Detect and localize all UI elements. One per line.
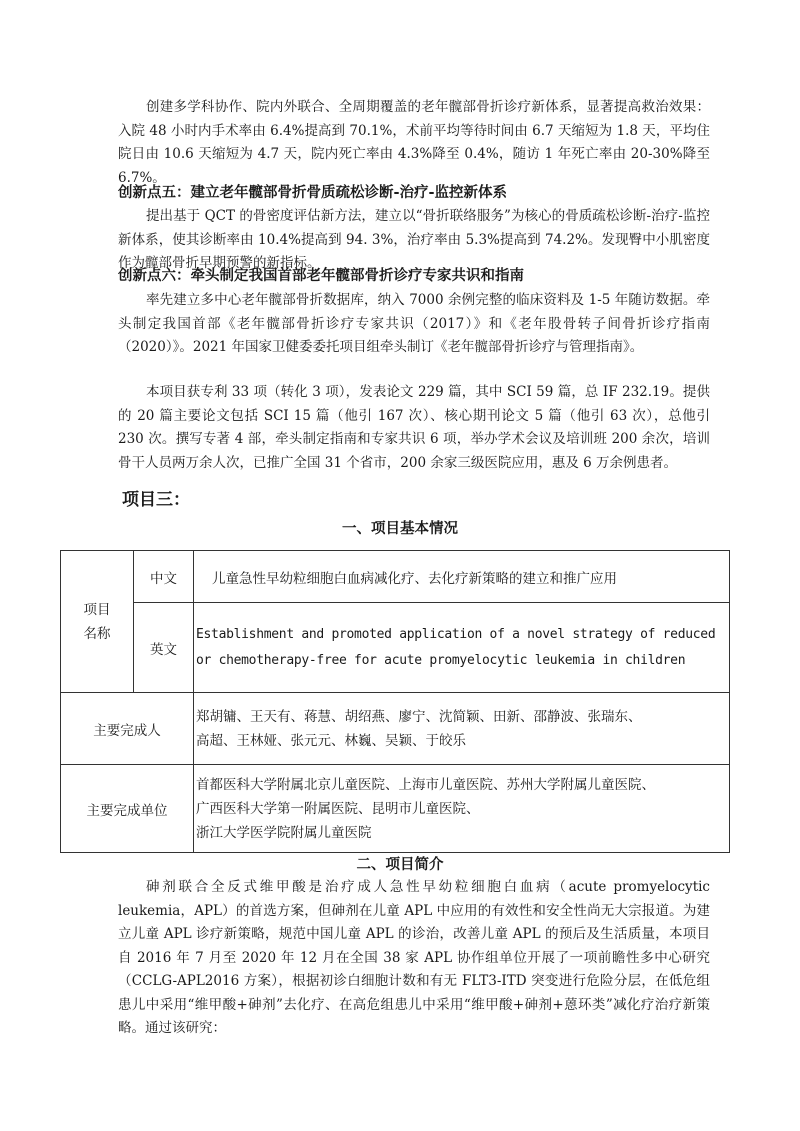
contributors-line-1: 郑胡镛、王天有、蒋慧、胡绍燕、廖宁、沈简颖、田新、邵静波、张瑞东、 <box>196 708 642 725</box>
main-units-value <box>194 765 730 853</box>
chinese-title-value: 儿童急性早幼粒细胞白血病减化疗、去化疗新策略的建立和推广应用 <box>194 551 730 603</box>
main-contributors-label: 主要完成人 <box>61 693 194 765</box>
main-units-label: 主要完成单位 <box>61 765 194 853</box>
english-title-value: Establishment and promoted application of a novel strategy of reduced or chemotherapy-free for acute promyelocytic leukemia in children <box>194 603 730 693</box>
units-line-2: 广西医科大学第一附属医院、昆明市儿童医院、 <box>196 800 480 817</box>
project-title: 项目三： <box>122 490 190 510</box>
main-contributors-value <box>194 693 730 765</box>
chinese-label: 中文 <box>134 551 194 603</box>
project-name-label: 项目名称 <box>61 551 134 693</box>
heading-innovation-5: 创新点五：建立老年髋部骨折骨质疏松诊断-治疗-监控新体系 <box>118 185 508 201</box>
units-line-3: 浙江大学医学院附属儿童医院 <box>196 824 372 841</box>
contributors-line-2: 高超、王林娅、张元元、林巍、吴颖、于皎乐 <box>196 732 466 749</box>
project-info-table <box>60 550 730 853</box>
heading-innovation-6: 创新点六：牵头制定我国首部老年髋部骨折诊疗专家共识和指南 <box>118 268 524 284</box>
paragraph-database: 率先建立多中心老年髋部骨折数据库，纳入 7000 余例完整的临床资料及 1-5 年随访数据。牵头制定我国首部《老年髋部骨折诊疗专家共识（2017）》和《老年股骨转子间骨折诊疗指南（2020）》。2021 年国家卫健委委托项目组牵头制订《老年髋部骨折诊疗与管理指南》。 <box>118 292 710 355</box>
english-label: 英文 <box>134 603 194 693</box>
section-intro-title: 二、项目简介 <box>356 857 444 873</box>
section-basic-info-title: 一、项目基本情况 <box>342 521 458 537</box>
paragraph-introduction: 砷剂联合全反式维甲酸是治疗成人急性早幼粒细胞白血病（acute promyelocytic leukemia，APL）的首选方案，但砷剂在儿童 APL 中应用的有效性和安全性尚无大宗报道。为建立儿童 APL 诊疗新策略，规范中国儿童 APL 的诊治，改善儿童 APL 的预后及生活质量，本项目自 2016 年 7 月至 2020 年 12 月在全国 38 家 APL 协作组单位开展了一项前瞻性多中心研究（CCLG-APL2016 方案），根据初诊白细胞计数和有无 FLT3-ITD 突变进行危险分层，在低危组患儿中采用“维甲酸+砷剂”去化疗、在高危组患儿中采用“维甲酸+砷剂+蒽环类”减化疗治疗新策略。通过该研究： <box>118 879 710 1036</box>
units-line-1: 首都医科大学附属北京儿童医院、上海市儿童医院、苏州大学附属儿童医院、 <box>196 776 655 793</box>
paragraph-qct: 提出基于 QCT 的骨密度评估新方法，建立以“骨折联络服务”为核心的骨质疏松诊断-治疗-监控新体系，使其诊断率由 10.4%提高到 94. 3%，治疗率由 5.3%提高到 74.2%。发现臀中小肌密度作为髋部骨折早期预警的新指标。 <box>118 208 710 271</box>
paragraph-achievements: 本项目获专利 33 项（转化 3 项），发表论文 229 篇，其中 SCI 59 篇，总 IF 232.19。提供的 20 篇主要论文包括 SCI 15 篇（他引 167 次）、核心期刊论文 5 篇（他引 63 次），总他引 230 次。撰写专著 4 部，牵头制定指南和专家共识 6 项，举办学术会议及培训班 200 余次，培训骨干人员两万余人次，已推广全国 31 个省市，200 余家三级医院应用，惠及 6 万余例患者。 <box>118 384 710 471</box>
paragraph-outcomes: 创建多学科协作、院内外联合、全周期覆盖的老年髋部骨折诊疗新体系，显著提高救治效果：入院 48 小时内手术率由 6.4%提高到 70.1%，术前平均等待时间由 6.7 天缩短为 1.8 天，平均住院日由 10.6 天缩短为 4.7 天，院内死亡率由 4.3%降至 0.4%，随访 1 年死亡率由 20-30%降至 6.7%。 <box>118 99 710 186</box>
